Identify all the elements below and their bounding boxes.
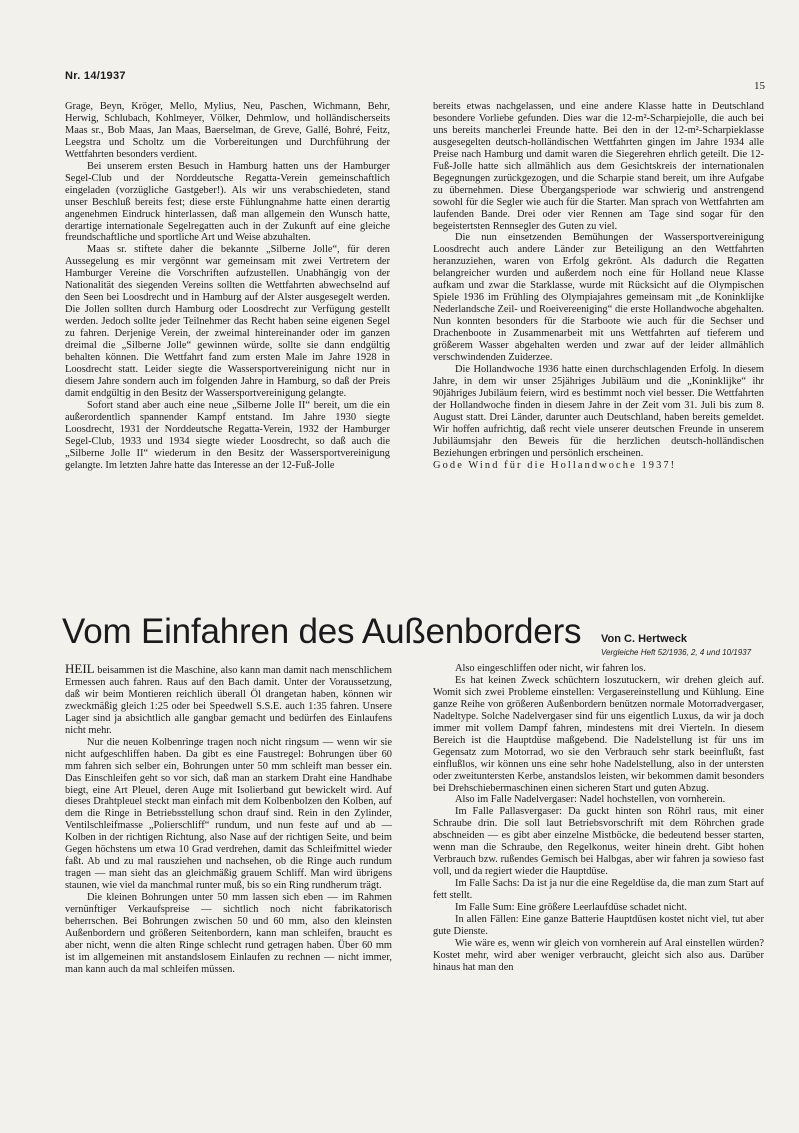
- paragraph: Maas sr. stiftete daher die bekannte „Silberne Jolle“, für deren Aussegelung es mir vergönnt war gemeinsam mit zwei Vertretern der Hamburger Vereine die Vorschriften aufzustellen. Unabhängig von der Nationalität des siegenden Vereins sollten die Wettfahrten abwechselnd auf den Seen bei Loosdrecht und in Hamburg auf der Alster ausgesegelt werden. Die Jollen sollten durch Hamburg oder Loosdrecht zur Verfügung gestellt werden. Jedoch sollte jeder Teilnehmer das Recht haben seine eigenen Segel zu fahren. Derjenige Verein, der zweimal hintereinander oder im ganzen dreimal die „Silberne Jolle“ gewinnen würde, sollte sie dann endgültig behalten können. Die Wettfahrt fand zum ersten Male im Jahre 1928 in Loosdrecht statt. Leider siegte die Wassersportvereinigung nicht nur in diesem Jahre sondern auch im folgenden Jahre in Hamburg, so daß der Preis damit endgültig in den Besitz der Wassersportvereinigung gelangte.: [65, 244, 390, 399]
- paragraph: Sofort stand aber auch eine neue „Silberne Jolle II“ bereit, um die ein außerordentlich spannender Kampf entstand. Im Jahre 1930 siegte Loosdrecht, 1931 der Norddeutsche Regatta-Verein, 1932 der Hamburger Segel-Club, 1933 und 1934 siegte wieder Loosdrecht, so daß auch die „Silberne Jolle II“ wiederum in den Besitz der Wassersportvereinigung gelangte. Im letzten Jahre hatte das Interesse an der 12-Fuß-Jolle: [65, 399, 390, 471]
- top-article-right-column: [433, 101, 764, 472]
- paragraph: Also eingeschliffen oder nicht, wir fahren los.: [455, 663, 646, 674]
- paragraph: Grage, Beyn, Kröger, Mello, Mylius, Neu, Paschen, Wichmann, Behr, Herwig, Schlubach, Kohlmeyer, Völker, Dehmlow, und holländischerseits Maas sr., Bob Maas, Jan Maas, Baerselman, de Greve, Gallé, Bohré, Feitz, Leegstra und Scholtz um die Vorbereitungen und Durchführung der Wettfahrten besonders verdient.: [65, 101, 390, 160]
- paragraph: Nur die neuen Kolbenringe tragen noch nicht ringsum — wenn wir sie nicht aufgeschliffen haben. Da gibt es eine Faustregel: Bohrungen über 60 mm fahren sich selber ein, Bohrungen unter 50 mm schleift man besser ein. Das Einschleifen geht so vor sich, daß man an starkem Draht eine Handhabe biegt, eine Art Pleuel, deren Auge mit Isolierband gut bewickelt wird. Auf dieses Drahtpleuel steckt man einfach mit dem Kolbenbolzen den Kolben, auf dem die Ringe in Betriebsstellung schon drauf sind. Rein in den Zylinder, Ventilschleifmasse „Polierschliff“ rundum, und nun feste auf und ab — Kolben in der richtigen Richtung, also Nase auf der richtigen Seite, und beim Gegen höchstens um etwa 10 Grad verdrehen, damit das Schleifmittel wieder faßt. Ab und zu mal rausziehen und nachsehen, ob die Ringe auch rundum tragen — man sieht das an gleichmäßig grauem Schliff. Man wird übrigens staunen, wie viel da manchmal runter muß, bis so ein Ring rundherum trägt.: [65, 736, 392, 892]
- paragraph: Die Hollandwoche 1936 hatte einen durchschlagenden Erfolg. In diesem Jahre, in dem wir unser 25jähriges Jubiläum und die „Koninklijke“ ihr 90jähriges Jubiläum feiern, wird es bestimmt noch viel besser. Die Wettfahrten der Hollandwoche finden in diesem Jahre in der Zeit vom 31. Juli bis zum 8. August statt. Drei Länder, darunter auch Deutschland, haben bereits gemeldet. Wir hoffen aufrichtig, daß recht viele unserer deutschen Freunde in unserem Jubiläumsjahr den Beweis für die herzlichen deutsch-holländischen Beziehungen erbringen und persönlich erscheinen.: [433, 363, 764, 459]
- paragraph: In allen Fällen: Eine ganze Batterie Hauptdüsen kostet nicht viel, tut aber gute Dienste.: [433, 914, 764, 937]
- paragraph: Im Falle Pallasvergaser: Da guckt hinten son Röhrl raus, mit einer Schraube drin. Die soll laut Betriebsvorschrift mit dem Röhrchen grade abschneiden — es gibt aber einzelne Mistböcke, die bedeutend besser starten, wenn man die Schraube, den Regelkonus, weiter hinein dreht. Gibt hohen Verbrauch bzw. rußendes Gemisch bei Halbgas, aber wir fahren ja sowieso fast voll, und da regiert wieder die Hauptdüse.: [433, 806, 764, 878]
- article-reference-note: Vergleiche Heft 52/1936, 2, 4 und 10/1937: [601, 648, 752, 657]
- closing-line: Gode Wind für die Hollandwoche 1937!: [433, 459, 677, 471]
- paragraph: Die nun einsetzenden Bemühungen der Wassersportvereinigung Loosdrecht auch andere Länder zur Beteiligung an den Wettfahrten heranzuziehen, waren von Erfolg gekrönt. Als dadurch die Regatten belangreicher wurden und außerdem noch eine für Holland neue Klasse aufkam und zwar die Starklasse, wurde mit Rücksicht auf die Olympischen Spiele 1936 im Frühling des Olympiajahres gemeinsam mit „de Koninklijke Nederlandsche Zeil- und Roeivereeniging“ die erste Hollandwoche abgehalten. Nun konnten besonders für die Starboote wie auch für die Sechser und Drachenboote in Zusammenarbeit mit uns Wettfahrten auf tieferem und größerem Wasser abgehalten werden und zwar auf der leider allmählich verschwindenden Zuiderzee.: [433, 232, 764, 364]
- paragraph-text: beisammen ist die Maschine, also kann man damit nach menschlichem Ermessen auch fahren. Raus auf den Bach damit. Unter der Voraussetzung, daß wir beim Montieren reichlich überall Öl drangetan haben, können wir zweckmäßig gleich 1:25 oder bei Speedwell S.S.E. auch 1:35 fahren. Unsere Lager sind ja absichtlich alle gangbar gemacht und bedürfen des Einlaufens nicht mehr.: [65, 665, 392, 736]
- paragraph: Bei unserem ersten Besuch in Hamburg hatten uns der Hamburger Segel-Club und der Norddeutsche Regatta-Verein gemeinschaftlich eingeladen (vorzügliche Gastgeber!). Als wir uns verabschiedeten, stand unser Beschluß bereits fest; diese erste Fühlungnahme hatte einen derartig angenehmen Eindruck hinterlassen, daß man allgemein den Wunsch hatte, derartige internationale Segelregatten auch in der Zukunft auf eine gleiche freundschaftliche und sportliche Art und Weise abzuhalten.: [65, 160, 390, 244]
- paragraph: Im Falle Sum: Eine größere Leerlaufdüse schadet nicht.: [455, 902, 687, 914]
- top-article-left-column: [65, 101, 390, 472]
- issue-number: Nr. 14/1937: [65, 70, 126, 82]
- article-byline: Von C. Hertweck: [601, 633, 687, 645]
- paragraph: Im Falle Sachs: Da ist ja nur die eine Regeldüse da, die man zum Start auf fett stellt.: [433, 878, 764, 902]
- paragraph: Die kleinen Bohrungen unter 50 mm lassen sich eben — im Rahmen vernünftiger Verkaufspreise — sichtlich noch nicht fabrikatorisch beherrschen. Bei Bohrungen zwischen 50 und 60 mm, also den kleinsten Außenbordern und größeren Seitenbordern, kann man schleifen, braucht es aber nicht, wenn die alten Ringe schlecht rund getragen haben. Über 60 mm ist im allgemeinen mit anstandslosem Einlaufen zu rechnen — nicht immer, man kann auch da mal schleifen müssen.: [65, 892, 392, 975]
- drop-cap: HEIL: [65, 661, 95, 676]
- paragraph: Also im Falle Nadelvergaser: Nadel hochstellen, von vornherein.: [455, 794, 726, 806]
- paragraph: bereits etwas nachgelassen, und eine andere Klasse hatte in Deutschland besondere Vorliebe gefunden. Dies war die 12-m²-Scharpiejolle, die auch bei uns bereits mancherlei Freunde hatte. Bei den in der 12-m²-Scharpieklasse ausgesegelten deutsch-holländischen Wettfahrten gingen im Jahre 1934 alle Preise nach Hamburg und damit waren die Siegerehren ehrlich geteilt. Die 12-Fuß-Jolle hatte sich allmählich aus dem Gesichtskreis der internationalen Begegnungen zurückgezogen, und die Scharpie stand bereit, um ihre Aufgabe zu übernehmen. Diese Übergangsperiode war schwierig und anstrengend sowohl für die Segler wie auch für die Starter. Man sprach von Wettfahrten am laufenden Bande. Drei oder vier Rennen am Tage sind sogar für den begeistertsten Rennsegler des Guten zu viel.: [433, 101, 764, 232]
- article-title: Vom Einfahren des Außenborders: [62, 612, 582, 651]
- paragraph: [65, 663, 392, 737]
- article-right-column: [433, 663, 764, 974]
- page-number: 15: [754, 80, 765, 92]
- paragraph: Wie wäre es, wenn wir gleich von vornherein auf Aral einstellen würden? Kostet mehr, wird aber weniger verbraucht, gleicht sich also aus. Darüber hinaus hat man den: [433, 937, 764, 973]
- article-left-column: [65, 663, 392, 976]
- paragraph: Es hat keinen Zweck schüchtern loszutuckern, wir drehen gleich auf. Womit sich zwei Probleme einstellen: Vergasereinstellung und Kühlung. Eine ganze Reihe von größeren Außenbordern benützen normale Motorradvergaser, Nadeltype. Solche Nadelvergaser sind für uns eigentlich Luxus, da wir ja doch immer mit vollem Dampf fahren, mindestens mit drei Vierteln. In diesem Bereich ist die Hauptdüse maßgebend. Die Nadelstellung ist für uns im Gegensatz zum Motorrad, wo sie den Verbrauch sehr stark beeinflußt, fast einflußlos, wir können uns eine sehr hohe Nadelstellung, also in der untersten oder zweituntersten Kerbe, anstandslos leisten, wir bekommen damit besonders bei Drehschiebermaschinen einen sicheren Start und guten Abzug.: [433, 674, 764, 794]
